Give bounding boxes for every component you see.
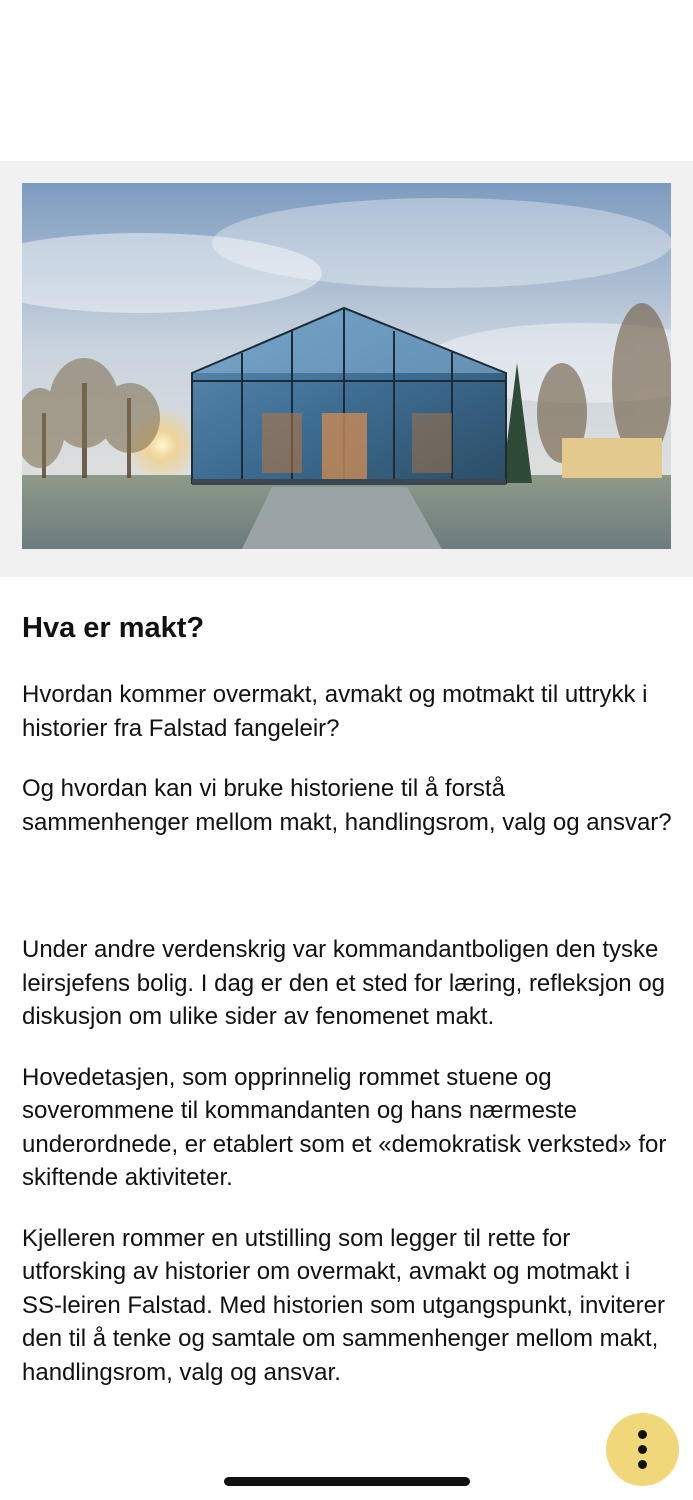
article-paragraph: Hvordan kommer overmakt, avmakt og motmakt til uttrykk i historier fra Falstad fangeleir? — [22, 681, 648, 742]
more-vertical-icon — [638, 1430, 647, 1469]
home-indicator[interactable] — [224, 1477, 470, 1486]
article-heading: Hva er makt? — [22, 612, 205, 644]
article-paragraph: Hovedetasjen, som opprinnelig rommet stuene og soverommene til kommandanten og hans nærmeste underordnede, er etablert som et «demokratisk verksted» for skiftende aktiviteter. — [22, 1063, 667, 1191]
article-paragraph: Kjelleren rommer en utstilling som legger til rette for utforsking av historier om overmakt, avmakt og motmakt i SS-leiren Falstad. Med historien som utgangspunkt, inviterer den til å tenke og samtale om sammenhenger mellom makt, handlingsrom, valg og ansvar. — [22, 1224, 665, 1386]
article-paragraph: Under andre verdenskrig var kommandantboligen den tyske leirsjefens bolig. I dag er den et sted for læring, refleksjon og diskusjon om ulike sider av fenomenet makt. — [22, 936, 666, 1030]
glass-pavilion-photo-icon — [22, 183, 671, 549]
article-paragraph: Og hvordan kan vi bruke historiene til å forstå sammenhenger mellom makt, handlingsrom, valg og ansvar? — [22, 775, 672, 836]
article — [22, 608, 672, 1416]
top-spacer — [0, 0, 693, 161]
hero-band — [0, 161, 693, 577]
more-options-button[interactable] — [606, 1413, 679, 1486]
